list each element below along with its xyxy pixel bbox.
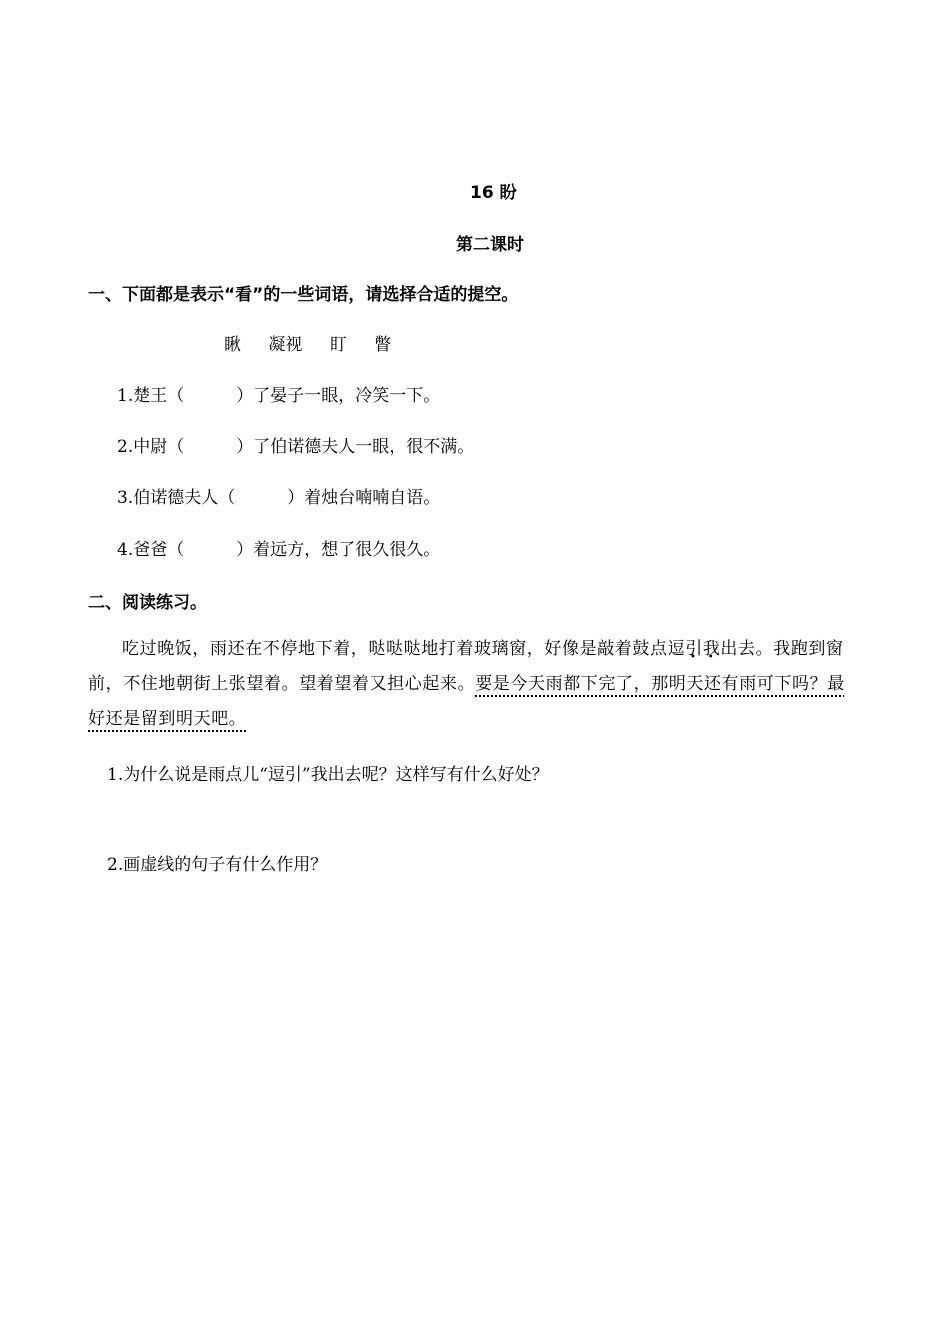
dotted-underlined-sentence: 要是今天雨都下完了，那明天还有雨可下吗？最好还是留到明天吧。 <box>88 674 845 729</box>
word-bank-item: 瞥 <box>374 335 392 355</box>
word-bank-item: 瞅 <box>224 335 241 355</box>
word-bank-item: 凝视 <box>268 335 303 355</box>
question-text: ）了晏子一眼，冷笑一下。 <box>236 386 441 406</box>
passage-text: 吃过晚饭，雨还在不停地下着，哒哒哒地打着玻璃窗，好像是敲着鼓点 <box>122 639 668 659</box>
passage-text: 我出去。我跑到窗前，不住地朝街上张望着。望着望着又担心起来。 <box>88 639 844 694</box>
question-text: ）了伯诺德夫人一眼，很不满。 <box>236 437 475 457</box>
lesson-subtitle: 第二课时 <box>456 235 524 255</box>
fill-question-2 <box>117 432 474 457</box>
reading-passage <box>88 632 858 737</box>
word-bank-item: 盯 <box>329 335 347 355</box>
lesson-title: 16 盼 <box>470 183 517 203</box>
fill-question-3 <box>117 483 440 508</box>
emphasized-char: 引 <box>685 639 703 659</box>
section-2-heading: 二、阅读练习。 <box>88 593 207 613</box>
section-1-heading: 一、下面都是表示“看”的一些词语，请选择合适的提空。 <box>88 285 519 305</box>
question-text: ）着远方，想了很久很久。 <box>236 540 441 560</box>
fill-question-4 <box>117 535 440 560</box>
question-text: ）着烛台喃喃自语。 <box>287 488 441 508</box>
reading-question-2: 2.画虚线的句子有什么作用？ <box>107 855 328 875</box>
fill-question-1 <box>117 381 440 406</box>
question-text: 3.伯诺德夫人（ <box>117 488 236 508</box>
question-text: 2.中尉（ <box>117 437 185 457</box>
word-bank <box>224 330 413 355</box>
question-text: 1.楚王（ <box>117 386 185 406</box>
emphasized-char: 逗 <box>667 639 686 659</box>
question-text: 4.爸爸（ <box>117 540 185 560</box>
reading-question-1: 1.为什么说是雨点儿“逗引”我出去呢？这样写有什么好处？ <box>107 765 549 785</box>
